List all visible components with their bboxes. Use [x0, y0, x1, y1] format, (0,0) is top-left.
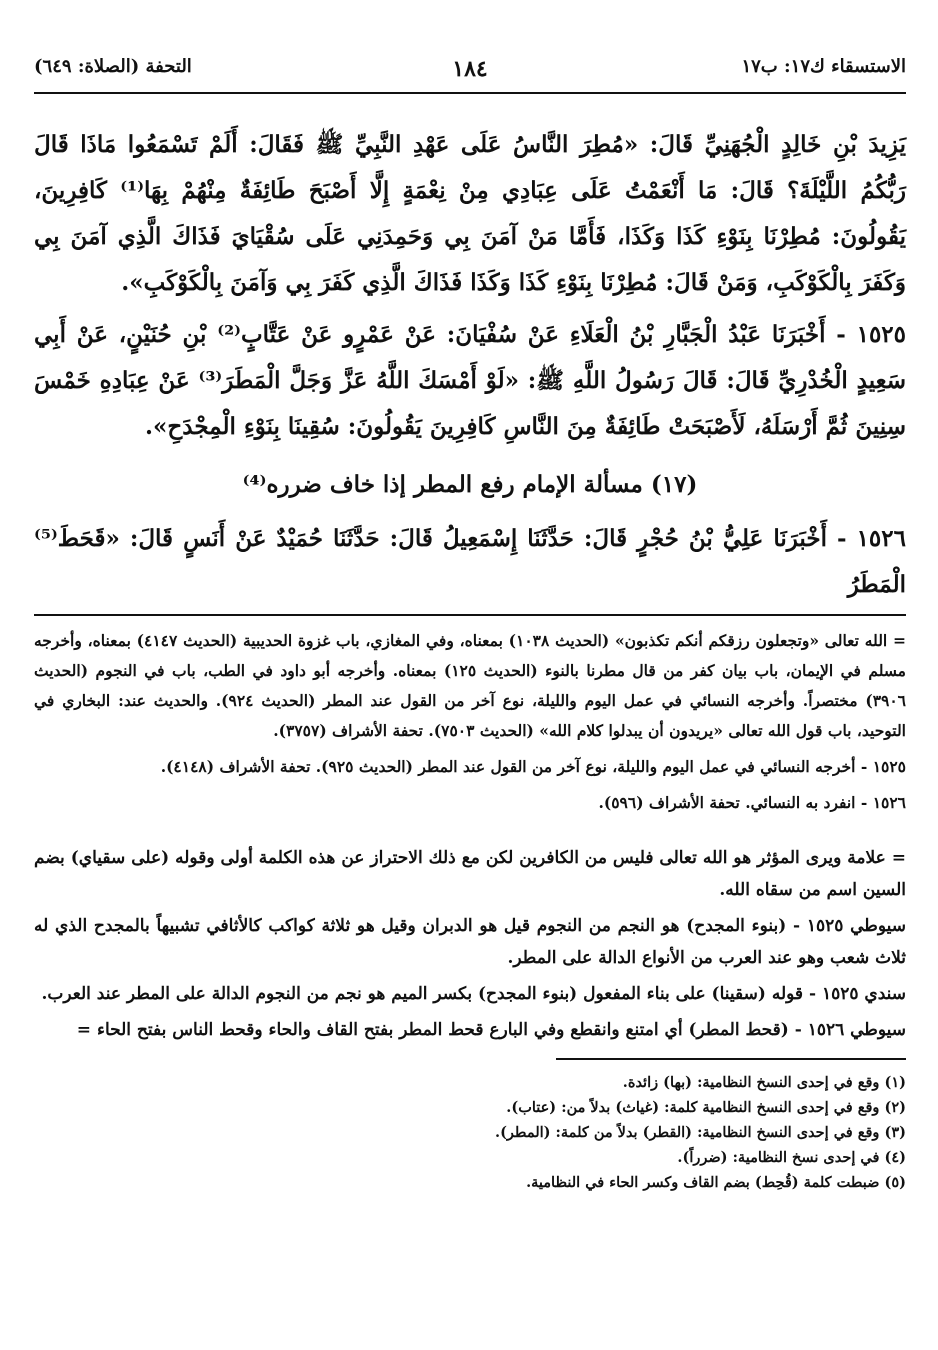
header-chapter: الاستسقاء ك١٧: ب١٧	[741, 56, 906, 77]
page-header	[34, 52, 906, 94]
commentary-item: سيوطي ١٥٢٥ - (بنوء المجدح) هو النجم من النجوم قيل هو الدبران وقيل هو ثلاثة كواكب كالأثافي تشبيهاً بالمجدح الذي له ثلاث شعب وهو عند العرب من الأنواع الدالة على المطر.	[34, 916, 906, 968]
footnote: (٥) ضبطت كلمة (قُحِط) بضم القاف وكسر الحاء في النظامية.	[526, 1174, 906, 1191]
commentary-item: = علامة ويرى المؤثر هو الله تعالى فليس من الكافرين لكن مع ذلك الاحتراز عن هذه الكلمة أولى وقوله (على سقياي) بضم السين اسم من سقاه الله.	[34, 848, 906, 900]
commentary-item: سيوطي ١٥٢٦ - (قحط المطر) أي امتنع وانقطع وفي البارع قحط المطر بفتح القاف والحاء وقحط الناس بفتح الحاء =	[76, 1020, 906, 1040]
takhrij-notes	[34, 626, 906, 818]
footnotes	[34, 1070, 906, 1195]
hadith-continuation: يَزِيدَ بْنِ خَالِدٍ الْجُهَنِيِّ قَالَ: «مُطِرَ النَّاسُ عَلَى عَهْدِ النَّبِيِّ ﷺ فَقَالَ: أَلَمْ تَسْمَعُوا مَاذَا قَالَ رَبُّكُمُ اللَّيْلَةَ؟ قَالَ: مَا أَنْعَمْتُ عَلَى عِبَادِي مِنْ نِعْمَةٍ إِلَّا أَصْبَحَ طَائِفَةٌ مِنْهُمْ بِهَا⁽¹⁾ كَافِرِينَ، يَقُولُونَ: مُطِرْنَا بِنَوْءِ كَذَا وَكَذَا، فَأَمَّا مَنْ آمَنَ بِي وَحَمِدَنِي عَلَى سُقْيَايَ فَذَاكَ الَّذِي آمَنَ بِي وَكَفَرَ بِالْكَوْكَبِ، وَمَنْ قَالَ: مُطِرْنَا بِنَوْءِ كَذَا وَكَذَا فَذَاكَ الَّذِي كَفَرَ بِي وَآمَنَ بِالْكَوْكَبِ».	[34, 131, 906, 296]
commentary	[34, 842, 906, 1046]
page-number: ١٨٤	[452, 56, 488, 82]
hadith-body: أَخْبَرَنَا عَلِيُّ بْنُ حُجْرٍ قَالَ: حَدَّثَنَا إِسْمَعِيلُ قَالَ: حَدَّثَنَا حُمَيْدٌ عَنْ أَنَسٍ قَالَ: «قَحَطَ⁽⁵⁾ الْمَطَرُ	[34, 525, 906, 598]
takhrij-note: ١٥٢٥ - أخرجه النسائي في عمل اليوم والليلة، نوع آخر من القول عند المطر (الحديث ٩٢٥). تحفة الأشراف (٤١٤٨).	[160, 757, 906, 776]
commentary-item: سندي ١٥٢٥ - قوله (سقينا) على بناء المفعول (بنوء المجدح) بكسر الميم هو نجم من النجوم الدالة على المطر عند العرب.	[41, 984, 906, 1004]
hadith-1525	[34, 312, 906, 450]
takhrij-note: = الله تعالى «وتجعلون رزقكم أنكم تكذبون» (الحديث ١٠٣٨) بمعناه، وفي المغازي، باب غزوة الحديبية (الحديث ٤١٤٧) بمعناه، وأخرجه مسلم في الإيمان، باب بيان كفر من قال مطرنا بالنوء (الحديث ١٢٥) بمعناه. وأخرجه أبو داود في الطب، باب في النجوم (الحديث ٣٩٠٦) مختصراً. وأخرجه النسائي في عمل اليوم والليلة، نوع آخر من القول عند المطر (الحديث ٩٢٤). والحديث عند: البخاري في التوحيد، باب قول الله تعالى «يريدون أن يبدلوا كلام الله» (الحديث ٧٥٠٣). تحفة الأشراف (٣٧٥٧).	[34, 631, 907, 740]
book-page	[34, 52, 906, 1195]
footnote: (٤) في إحدى نسخ النظامية: (ضرراً).	[677, 1149, 906, 1166]
footnote: (٣) وقع في إحدى النسخ النظامية: (القطر) بدلاً من كلمة: (المطر).	[495, 1124, 906, 1141]
takhrij-note: ١٥٢٦ - انفرد به النسائي. تحفة الأشراف (٥٩٦).	[598, 793, 906, 812]
divider	[34, 614, 906, 616]
hadith-number: ١٥٢٦ -	[837, 525, 906, 552]
hadith-body: أَخْبَرَنَا عَبْدُ الْجَبَّارِ بْنُ الْعَلَاءِ عَنْ سُفْيَانَ: عَنْ عَمْرٍو عَنْ عَتَّابٍ⁽²⁾ بْنِ حُنَيْنٍ، عَنْ أَبِي سَعِيدٍ الْخُدْرِيِّ قَالَ: قَالَ رَسُولُ اللَّهِ ﷺ: «لَوْ أَمْسَكَ اللَّهُ عَزَّ وَجَلَّ الْمَطَرَ⁽³⁾ عَنْ عِبَادِهِ خَمْسَ سِنِينَ ثُمَّ أَرْسَلَهُ، لَأَصْبَحَتْ طَائِفَةٌ مِنَ النَّاسِ كَافِرِينَ يَقُولُونَ: سُقِينَا بِنَوْءِ الْمِجْدَحِ».	[34, 321, 907, 440]
footnote-divider	[556, 1058, 906, 1060]
hadith-number: ١٥٢٥ -	[836, 321, 907, 348]
header-tuhfa-ref: التحفة (الصلاة: ٦٤٩)	[34, 56, 192, 77]
hadith-1526	[34, 516, 906, 608]
footnote: (١) وقع في إحدى النسخ النظامية: (بها) زائدة.	[622, 1074, 906, 1091]
footnote: (٢) وقع في إحدى النسخ النظامية كلمة: (غياث) بدلاً من: (عتاب).	[506, 1099, 906, 1116]
hadith-text	[34, 122, 906, 608]
section-heading: (١٧) مسألة الإمام رفع المطر إذا خاف ضرره⁽⁴⁾	[242, 471, 698, 498]
